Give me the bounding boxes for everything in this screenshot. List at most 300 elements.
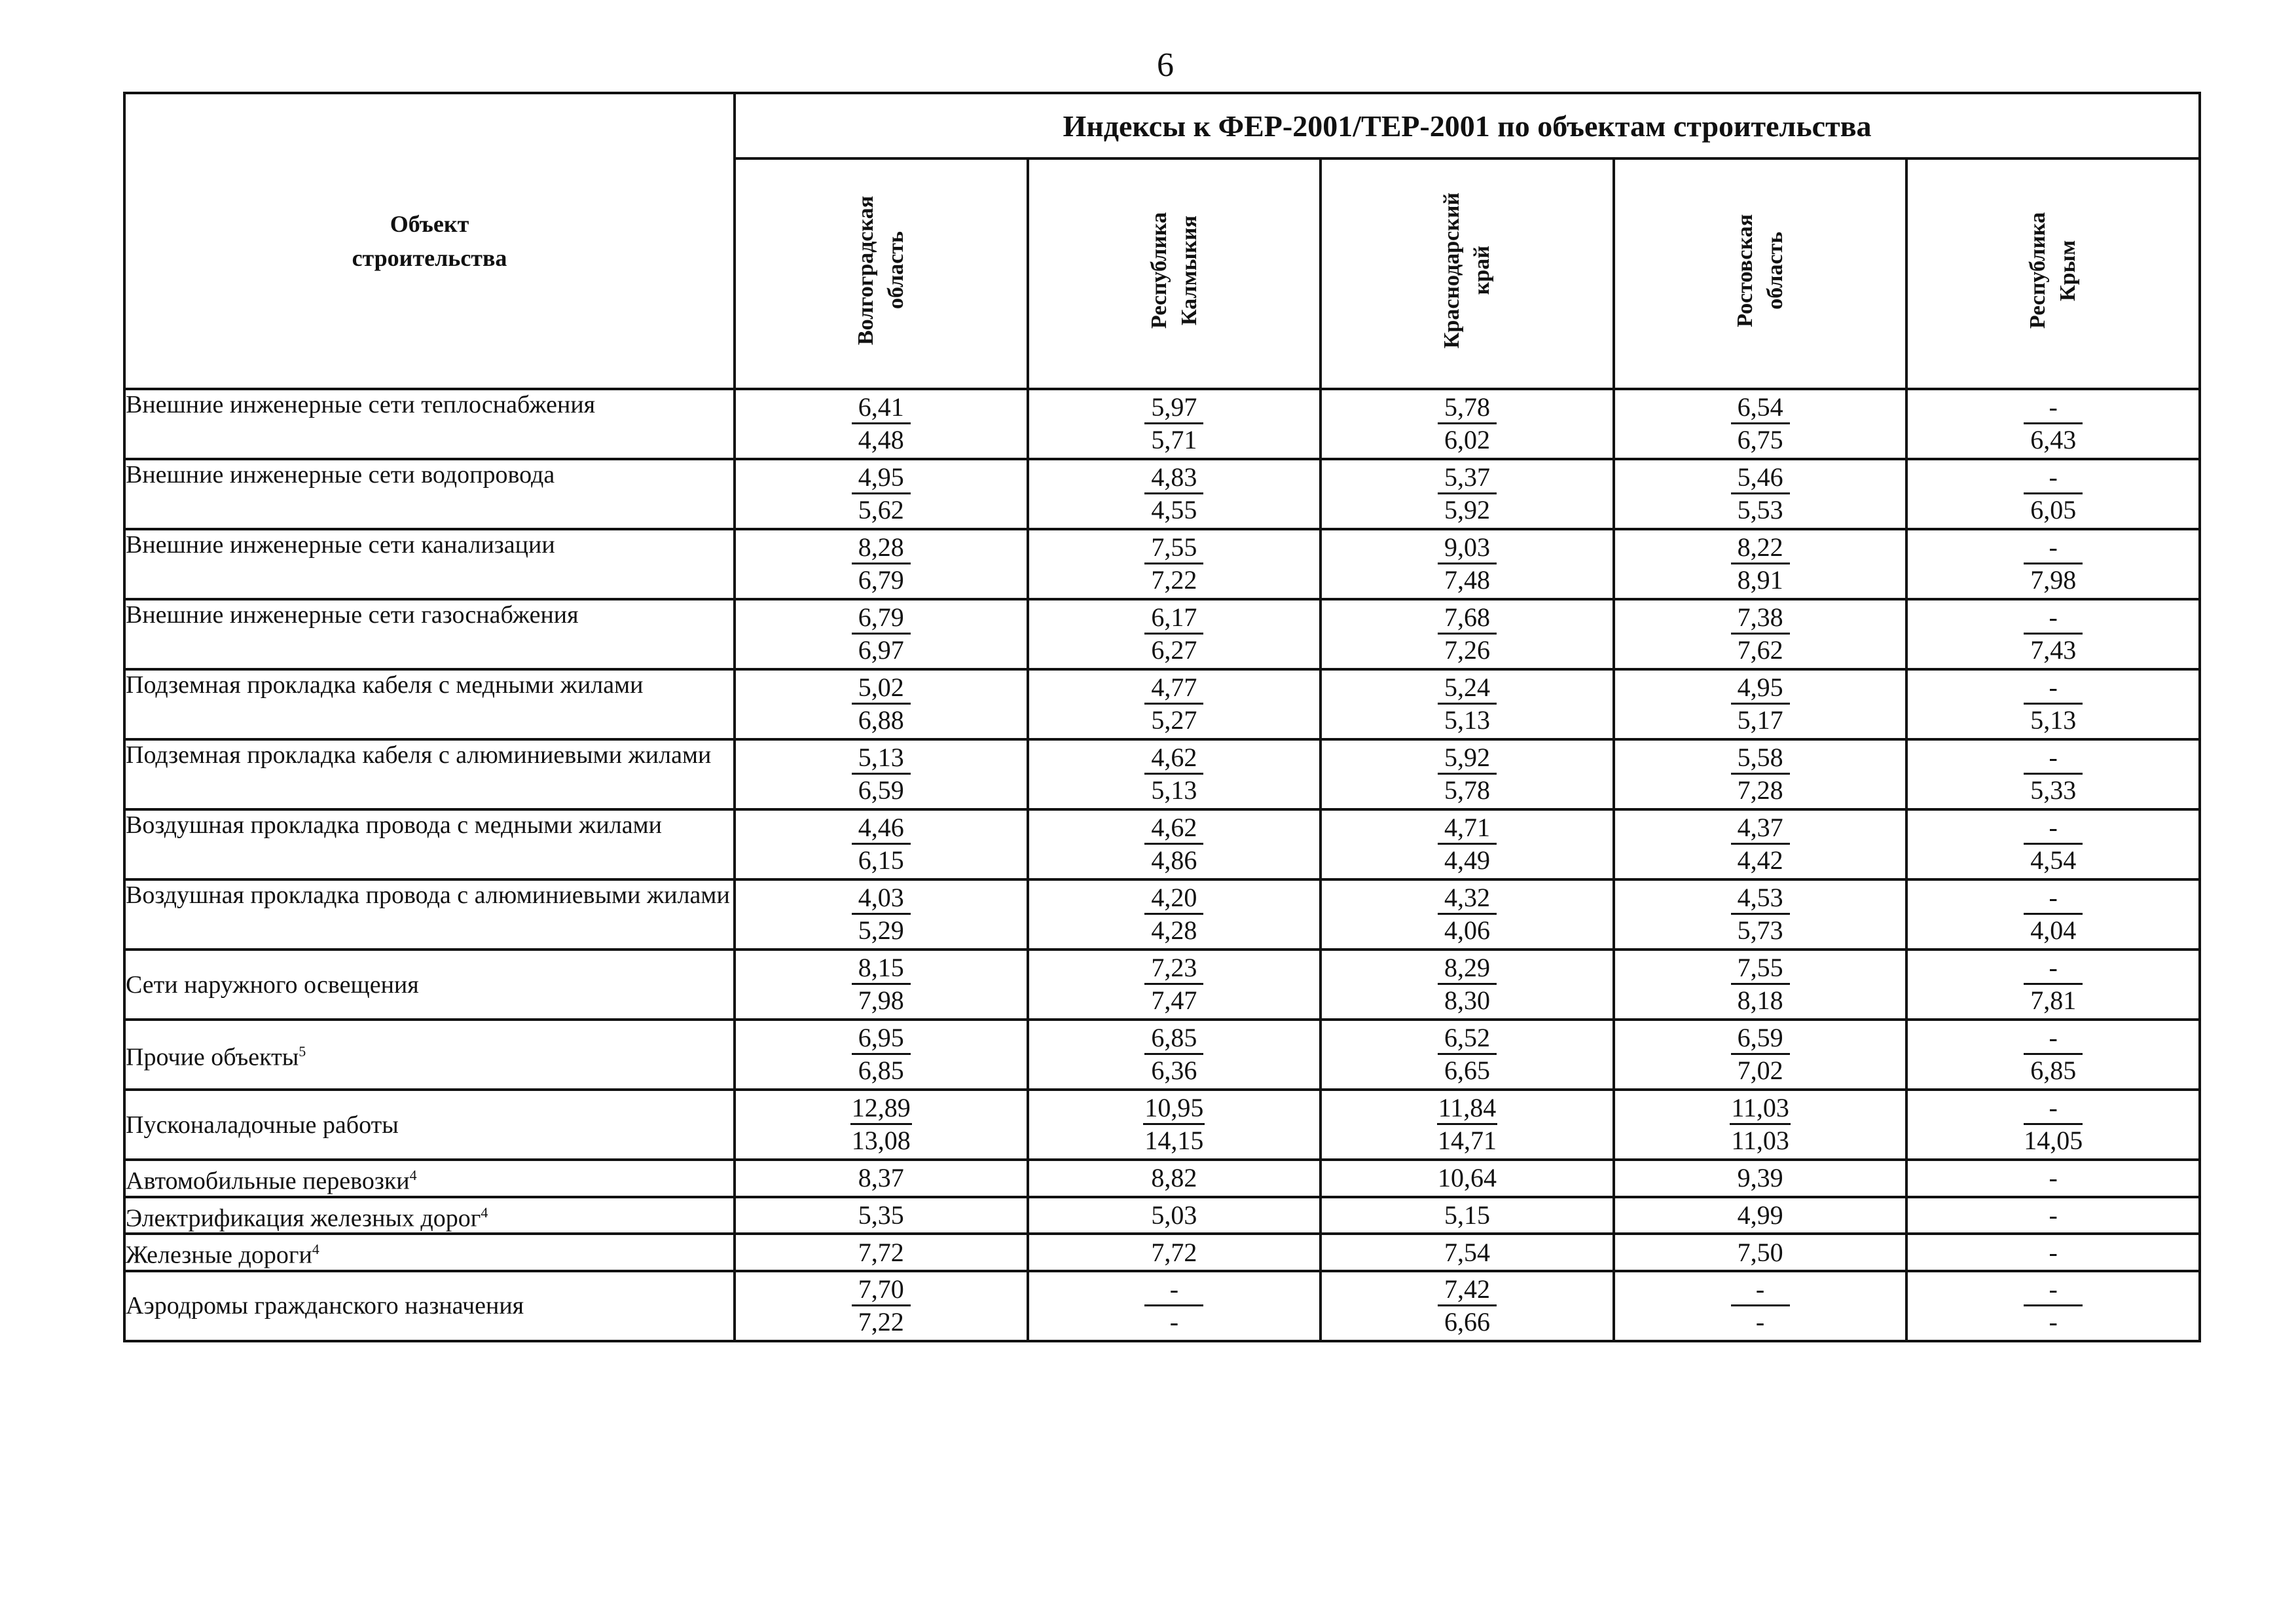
index-denominator: 5,71	[1151, 425, 1197, 454]
index-fraction	[1438, 1023, 1497, 1086]
object-name: Железные дороги	[126, 1241, 312, 1269]
index-denominator: 7,22	[1151, 565, 1197, 595]
index-numerator: -	[2024, 673, 2083, 705]
table-row	[124, 879, 2200, 950]
index-value-cell	[1614, 1271, 1907, 1341]
index-value: 8,37	[858, 1163, 904, 1193]
index-fraction	[850, 1093, 912, 1156]
index-fraction	[1438, 813, 1497, 876]
object-name: Электрификация железных дорог	[126, 1204, 481, 1232]
index-value-cell	[735, 739, 1028, 809]
index-fraction	[2024, 532, 2083, 596]
index-fraction	[1144, 953, 1203, 1016]
object-name-cell	[124, 669, 735, 739]
index-denominator: 4,28	[1151, 915, 1197, 945]
index-numerator: 7,70	[852, 1274, 911, 1306]
index-fraction	[1438, 953, 1497, 1016]
footnote-marker: 4	[481, 1204, 488, 1221]
index-value-cell	[1321, 389, 1614, 459]
index-denominator: 5,33	[2030, 775, 2077, 805]
region-header: Республика Калмыкия	[1028, 158, 1321, 389]
index-fraction	[852, 813, 911, 876]
index-numerator: 7,42	[1438, 1274, 1497, 1306]
index-value-cell	[735, 1234, 1028, 1271]
object-name: Подземная прокладка кабеля с алюминиевыми жилами	[126, 741, 712, 769]
index-numerator: 8,29	[1438, 953, 1497, 985]
index-numerator: 6,54	[1731, 392, 1790, 424]
index-denominator: 6,79	[858, 565, 904, 595]
object-column-header: Объект строительства	[124, 93, 735, 389]
index-value: 10,64	[1437, 1163, 1497, 1193]
index-numerator: 5,46	[1731, 462, 1790, 494]
index-denominator: 4,54	[2030, 845, 2077, 875]
index-fraction	[852, 673, 911, 736]
index-denominator: 11,03	[1731, 1126, 1789, 1155]
index-fraction	[1143, 1093, 1205, 1156]
index-value-cell	[1906, 599, 2200, 669]
index-numerator: -	[2024, 602, 2083, 635]
index-value-cell	[735, 879, 1028, 950]
index-numerator: 4,46	[852, 813, 911, 845]
index-value-cell	[1321, 459, 1614, 529]
index-value-cell	[735, 1090, 1028, 1160]
index-denominator: 6,36	[1151, 1056, 1197, 1085]
object-name: Воздушная прокладка провода с алюминиевыми жилами	[126, 881, 730, 909]
index-fraction	[2024, 883, 2083, 946]
table-row	[124, 1271, 2200, 1341]
index-fraction	[2024, 1023, 2083, 1086]
index-numerator: 7,68	[1438, 602, 1497, 635]
index-value: 7,72	[858, 1237, 904, 1267]
index-fraction	[1144, 1023, 1203, 1086]
index-numerator: 5,92	[1438, 743, 1497, 775]
index-fraction	[852, 743, 911, 806]
index-denominator: 5,53	[1737, 495, 1783, 525]
index-denominator: 7,43	[2030, 635, 2077, 665]
index-value: 7,50	[1737, 1237, 1783, 1267]
index-numerator: 4,95	[1731, 673, 1790, 705]
index-numerator: -	[2024, 532, 2083, 564]
index-numerator: 5,02	[852, 673, 911, 705]
index-fraction	[852, 532, 911, 596]
index-numerator: 6,85	[1144, 1023, 1203, 1055]
index-denominator: 4,49	[1444, 845, 1490, 875]
index-value-cell	[1321, 599, 1614, 669]
index-denominator: 8,18	[1737, 986, 1783, 1015]
index-value-cell	[1028, 1090, 1321, 1160]
index-value-cell	[1028, 879, 1321, 950]
index-value-cell	[1614, 1234, 1907, 1271]
index-value-cell	[1906, 1234, 2200, 1271]
object-name: Внешние инженерные сети теплоснабжения	[126, 391, 596, 418]
index-denominator: 5,17	[1737, 705, 1783, 735]
index-fraction	[1437, 1093, 1498, 1156]
index-value-cell	[1028, 1020, 1321, 1090]
index-value-cell	[735, 809, 1028, 879]
index-fraction	[852, 883, 911, 946]
index-denominator: 4,48	[858, 425, 904, 454]
object-name-cell	[124, 739, 735, 809]
region-header: Краснодарский край	[1321, 158, 1614, 389]
index-numerator: 4,95	[852, 462, 911, 494]
index-numerator: -	[1144, 1274, 1203, 1306]
index-denominator: 6,88	[858, 705, 904, 735]
index-value: 8,82	[1151, 1163, 1197, 1193]
index-value-cell	[1906, 879, 2200, 950]
index-fraction	[1730, 1093, 1791, 1156]
index-numerator: -	[2024, 883, 2083, 915]
table-row	[124, 669, 2200, 739]
index-fraction	[1731, 1274, 1790, 1338]
index-fraction	[1731, 462, 1790, 526]
index-denominator: 7,02	[1737, 1056, 1783, 1085]
index-value-cell	[1906, 950, 2200, 1020]
index-denominator: 4,04	[2030, 915, 2077, 945]
index-value-cell	[1614, 599, 1907, 669]
index-denominator: 7,47	[1151, 986, 1197, 1015]
index-fraction	[2024, 1093, 2083, 1156]
index-fraction	[1438, 392, 1497, 456]
index-fraction	[1438, 602, 1497, 666]
index-denominator: 6,27	[1151, 635, 1197, 665]
index-value-cell	[1321, 1197, 1614, 1234]
index-denominator: 6,85	[2030, 1056, 2077, 1085]
index-numerator: 11,84	[1437, 1093, 1498, 1125]
index-denominator: 8,91	[1737, 565, 1783, 595]
index-numerator: -	[2024, 813, 2083, 845]
index-value-cell	[1028, 1271, 1321, 1341]
index-numerator: -	[2024, 1274, 2083, 1306]
index-numerator: 6,41	[852, 392, 911, 424]
index-value-cell	[1028, 669, 1321, 739]
index-value-cell	[1321, 950, 1614, 1020]
index-numerator: -	[2024, 392, 2083, 424]
index-numerator: -	[2024, 1023, 2083, 1055]
object-name: Сети наружного освещения	[126, 970, 419, 999]
index-denominator: 13,08	[851, 1126, 911, 1155]
object-name-cell	[124, 1197, 735, 1234]
index-denominator: 4,55	[1151, 495, 1197, 525]
index-numerator: 7,55	[1144, 532, 1203, 564]
index-value-cell	[1321, 1020, 1614, 1090]
index-denominator: 4,42	[1737, 845, 1783, 875]
index-fraction	[1144, 883, 1203, 946]
region-header: Ростовская область	[1614, 158, 1907, 389]
index-numerator: 6,95	[852, 1023, 911, 1055]
index-fraction	[852, 462, 911, 526]
index-denominator: -	[1755, 1306, 1765, 1337]
index-numerator: 9,03	[1438, 532, 1497, 564]
index-numerator: 7,55	[1731, 953, 1790, 985]
index-fraction	[1731, 532, 1790, 596]
index-value-cell	[1614, 739, 1907, 809]
index-numerator: 6,59	[1731, 1023, 1790, 1055]
index-denominator: 7,98	[858, 986, 904, 1015]
index-denominator: -	[2049, 1306, 2058, 1337]
index-denominator: 7,48	[1444, 565, 1490, 595]
index-fraction	[1144, 532, 1203, 596]
index-value-cell	[1906, 389, 2200, 459]
index-value-cell	[735, 529, 1028, 599]
table-row	[124, 459, 2200, 529]
index-fraction	[852, 953, 911, 1016]
index-value: -	[2049, 1163, 2058, 1193]
index-value-cell	[735, 1160, 1028, 1197]
index-numerator: -	[2024, 462, 2083, 494]
index-value: -	[2049, 1237, 2058, 1267]
object-name: Подземная прокладка кабеля с медными жилами	[126, 671, 644, 699]
index-denominator: 6,85	[858, 1056, 904, 1085]
index-value: 5,15	[1444, 1200, 1490, 1230]
object-name: Автомобильные перевозки	[126, 1167, 410, 1195]
index-value: 7,72	[1151, 1237, 1197, 1267]
index-fraction	[1438, 532, 1497, 596]
table-row	[124, 1160, 2200, 1197]
index-numerator: 8,22	[1731, 532, 1790, 564]
index-value-cell	[1906, 1090, 2200, 1160]
index-fraction	[1144, 602, 1203, 666]
index-value-cell	[1321, 1271, 1614, 1341]
index-fraction	[2024, 392, 2083, 456]
index-numerator: 5,97	[1144, 392, 1203, 424]
index-denominator: 14,15	[1144, 1126, 1204, 1155]
index-value-cell	[1321, 1160, 1614, 1197]
index-denominator: 5,78	[1444, 775, 1490, 805]
index-numerator: 8,28	[852, 532, 911, 564]
object-name-cell	[124, 1234, 735, 1271]
index-value-cell	[735, 950, 1028, 1020]
index-denominator: 6,59	[858, 775, 904, 805]
index-value-cell	[1321, 879, 1614, 950]
index-value-cell	[1906, 809, 2200, 879]
table-row	[124, 809, 2200, 879]
index-value-cell	[1906, 1197, 2200, 1234]
index-numerator: 4,53	[1731, 883, 1790, 915]
index-numerator: 11,03	[1730, 1093, 1791, 1125]
index-denominator: 6,05	[2030, 495, 2077, 525]
index-value-cell	[735, 1271, 1028, 1341]
index-fraction	[2024, 673, 2083, 736]
index-numerator: 4,62	[1144, 743, 1203, 775]
index-denominator: 7,81	[2030, 986, 2077, 1015]
index-denominator: 14,71	[1437, 1126, 1497, 1155]
index-denominator: 4,86	[1151, 845, 1197, 875]
index-fraction	[1438, 673, 1497, 736]
object-name: Внешние инженерные сети канализации	[126, 531, 555, 559]
table-row	[124, 1234, 2200, 1271]
index-denominator: 5,73	[1737, 915, 1783, 945]
index-value-cell	[1906, 1160, 2200, 1197]
index-denominator: 6,66	[1444, 1306, 1490, 1337]
object-name-cell	[124, 809, 735, 879]
page-number: 6	[1157, 46, 1174, 84]
index-value-cell	[1321, 669, 1614, 739]
index-value-cell	[1906, 529, 2200, 599]
index-value-cell	[1028, 1234, 1321, 1271]
index-value-cell	[1028, 950, 1321, 1020]
index-fraction	[1731, 1023, 1790, 1086]
index-value-cell	[1614, 950, 1907, 1020]
index-denominator: 6,65	[1444, 1056, 1490, 1085]
index-denominator: 6,43	[2030, 425, 2077, 454]
index-denominator: 5,13	[1151, 775, 1197, 805]
index-value-cell	[1028, 1160, 1321, 1197]
region-header: Республика Крым	[1906, 158, 2200, 389]
index-value-cell	[1614, 809, 1907, 879]
index-numerator: 6,17	[1144, 602, 1203, 635]
index-value-cell	[735, 389, 1028, 459]
index-numerator: -	[1731, 1274, 1790, 1306]
index-fraction	[1438, 1274, 1497, 1338]
index-fraction	[1731, 673, 1790, 736]
index-fraction	[1731, 602, 1790, 666]
index-denominator: 14,05	[2024, 1126, 2083, 1155]
index-value-cell	[1321, 529, 1614, 599]
index-fraction	[1144, 743, 1203, 806]
index-denominator: 5,92	[1444, 495, 1490, 525]
index-numerator: 4,71	[1438, 813, 1497, 845]
table-row	[124, 599, 2200, 669]
index-value: 5,35	[858, 1200, 904, 1230]
index-fraction	[1144, 1274, 1203, 1338]
object-name-cell	[124, 389, 735, 459]
index-fraction	[852, 1023, 911, 1086]
index-value-cell	[1028, 599, 1321, 669]
index-numerator: 5,24	[1438, 673, 1497, 705]
table-row	[124, 1090, 2200, 1160]
index-value-cell	[1906, 669, 2200, 739]
index-value-cell	[735, 1020, 1028, 1090]
index-numerator: 7,23	[1144, 953, 1203, 985]
index-group-header: Индексы к ФЕР-2001/ТЕР-2001 по объектам строительства	[735, 93, 2200, 158]
object-name-cell	[124, 1271, 735, 1341]
index-value: -	[2049, 1200, 2058, 1230]
index-denominator: 5,13	[1444, 705, 1490, 735]
index-numerator: 4,03	[852, 883, 911, 915]
index-numerator: 4,32	[1438, 883, 1497, 915]
index-numerator: 5,13	[852, 743, 911, 775]
index-fraction	[1731, 392, 1790, 456]
index-denominator: 7,98	[2030, 565, 2077, 595]
index-fraction	[2024, 1274, 2083, 1338]
index-denominator: 7,26	[1444, 635, 1490, 665]
index-denominator: 4,06	[1444, 915, 1490, 945]
index-numerator: 8,15	[852, 953, 911, 985]
index-numerator: -	[2024, 1093, 2083, 1125]
footnote-marker: 4	[312, 1241, 319, 1258]
index-value: 4,99	[1737, 1200, 1783, 1230]
object-name-cell	[124, 459, 735, 529]
index-numerator: 5,58	[1731, 743, 1790, 775]
index-fraction	[1438, 883, 1497, 946]
index-fraction	[2024, 602, 2083, 666]
object-name: Пусконаладочные работы	[126, 1111, 399, 1139]
table-row	[124, 529, 2200, 599]
object-name: Прочие объекты	[126, 1043, 299, 1071]
index-value: 9,39	[1737, 1163, 1783, 1193]
index-fraction	[2024, 813, 2083, 876]
index-fraction	[2024, 743, 2083, 806]
index-fraction	[1731, 953, 1790, 1016]
index-denominator: 5,13	[2030, 705, 2077, 735]
index-denominator: 7,62	[1737, 635, 1783, 665]
index-value-cell	[1321, 1090, 1614, 1160]
table-row	[124, 1020, 2200, 1090]
index-value-cell	[1028, 809, 1321, 879]
index-fraction	[2024, 953, 2083, 1016]
index-value-cell	[1028, 459, 1321, 529]
index-value-cell	[1906, 1020, 2200, 1090]
index-numerator: 10,95	[1143, 1093, 1205, 1125]
index-value-cell	[1614, 389, 1907, 459]
index-fraction	[1144, 392, 1203, 456]
object-name: Аэродромы гражданского назначения	[126, 1292, 524, 1320]
index-denominator: 8,30	[1444, 986, 1490, 1015]
index-value-cell	[1614, 1020, 1907, 1090]
index-value-cell	[1906, 1271, 2200, 1341]
table-row	[124, 1197, 2200, 1234]
index-value-cell	[1614, 459, 1907, 529]
index-numerator: 5,78	[1438, 392, 1497, 424]
index-numerator: 4,62	[1144, 813, 1203, 845]
object-name-cell	[124, 879, 735, 950]
index-denominator: 6,97	[858, 635, 904, 665]
object-name: Воздушная прокладка провода с медными жилами	[126, 811, 662, 839]
index-numerator: 7,38	[1731, 602, 1790, 635]
index-value-cell	[1028, 529, 1321, 599]
index-numerator: 4,37	[1731, 813, 1790, 845]
index-numerator: -	[2024, 953, 2083, 985]
table-row	[124, 739, 2200, 809]
index-value-cell	[735, 599, 1028, 669]
object-name: Внешние инженерные сети газоснабжения	[126, 601, 579, 629]
index-denominator: 6,75	[1737, 425, 1783, 454]
index-fraction	[1731, 813, 1790, 876]
index-numerator: 4,77	[1144, 673, 1203, 705]
index-fraction	[1731, 743, 1790, 806]
index-fraction	[1731, 883, 1790, 946]
object-name-cell	[124, 599, 735, 669]
index-fraction	[852, 392, 911, 456]
object-name-cell	[124, 950, 735, 1020]
index-value-cell	[1906, 739, 2200, 809]
index-denominator: 5,62	[858, 495, 904, 525]
index-value: 5,03	[1151, 1200, 1197, 1230]
index-numerator: 5,37	[1438, 462, 1497, 494]
index-numerator: -	[2024, 743, 2083, 775]
region-header: Волгоградская область	[735, 158, 1028, 389]
index-fraction	[1438, 462, 1497, 526]
index-denominator: 6,15	[858, 845, 904, 875]
index-value-cell	[1614, 879, 1907, 950]
index-value-cell	[1614, 1090, 1907, 1160]
index-value-cell	[1614, 529, 1907, 599]
index-value-cell	[1614, 669, 1907, 739]
index-numerator: 12,89	[850, 1093, 912, 1125]
index-fraction	[1438, 743, 1497, 806]
index-numerator: 6,52	[1438, 1023, 1497, 1055]
index-value-cell	[1321, 809, 1614, 879]
object-name-cell	[124, 1160, 735, 1197]
index-denominator: 7,22	[858, 1306, 904, 1337]
index-numerator: 6,79	[852, 602, 911, 635]
index-numerator: 4,83	[1144, 462, 1203, 494]
index-fraction	[852, 602, 911, 666]
index-fraction	[852, 1274, 911, 1338]
index-numerator: 4,20	[1144, 883, 1203, 915]
index-fraction	[1144, 673, 1203, 736]
index-fraction	[2024, 462, 2083, 526]
